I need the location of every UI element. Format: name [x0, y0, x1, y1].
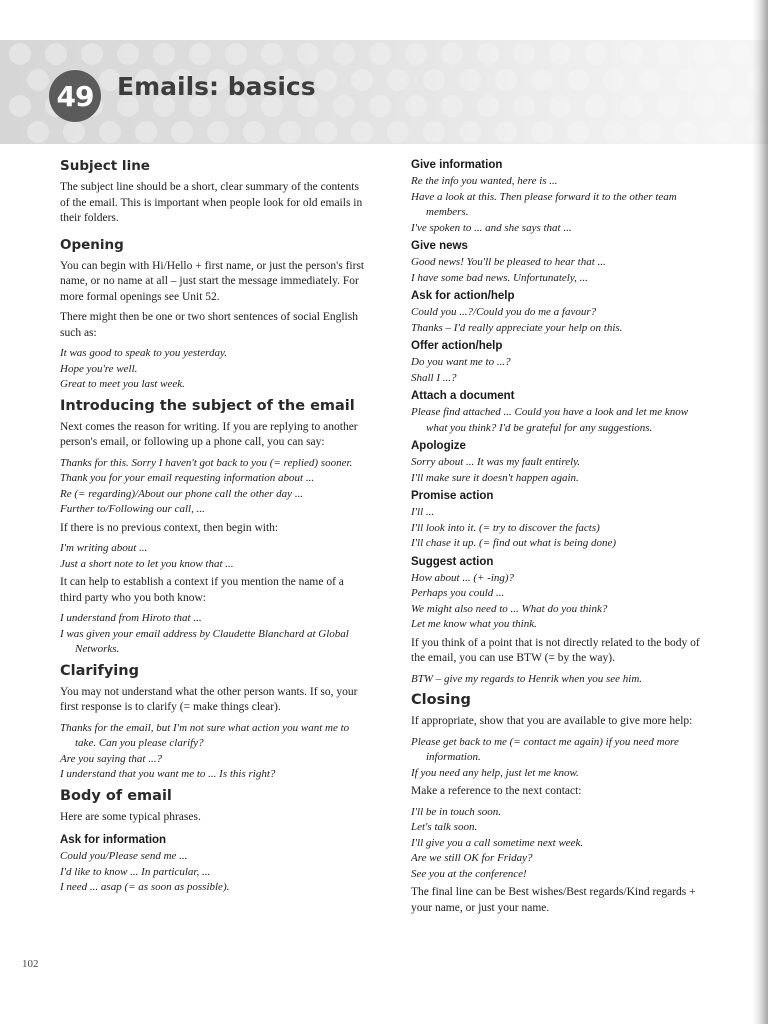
subheading: Ask for information [60, 834, 167, 846]
decorative-dot [567, 69, 589, 91]
example-phrase: I'm writing about ... [60, 542, 148, 554]
example-phrase: I'd like to know ... In particular, ... [60, 865, 211, 878]
decorative-dot [351, 69, 373, 91]
subheading: Offer action/help [411, 340, 503, 352]
decorative-dot [45, 43, 67, 65]
example-phrase: Are we still OK for Friday? [411, 852, 533, 864]
decorative-dot [315, 69, 337, 91]
decorative-dot [639, 121, 661, 143]
decorative-dot [351, 121, 373, 143]
example-phrase: Hope you're well. [60, 362, 138, 375]
decorative-dot [423, 69, 445, 91]
example-phrase: Please get back to me (= contact me again) if you need more information. [411, 735, 679, 763]
subheading: Attach a document [411, 390, 515, 402]
example-phrase: Please find attached ... Could you have a look and let me know what you think? I'd be grateful for any suggestions. [411, 406, 689, 434]
decorative-dot [603, 121, 625, 143]
example-phrase: Perhaps you could ... [411, 587, 505, 599]
example-phrase: I'll be in touch soon. [411, 805, 502, 818]
example-phrase: Thanks – I'd really appreciate your help on this. [411, 321, 623, 334]
example-phrase: I have some bad news. Unfortunately, ... [411, 271, 588, 284]
subheading: Promise action [411, 490, 494, 502]
example-phrase: Could you/Please send me ... [60, 850, 188, 862]
example-phrase: I've spoken to ... and she says that ... [411, 221, 572, 234]
example-phrase: Are you saying that ...? [60, 752, 162, 765]
decorative-dot [207, 121, 229, 143]
decorative-dot [729, 95, 751, 117]
example-phrase: Good news! You'll be pleased to hear that ... [411, 256, 606, 268]
decorative-dot [117, 43, 139, 65]
decorative-dot [27, 121, 49, 143]
section-heading: Opening [60, 236, 124, 253]
decorative-dot [675, 121, 697, 143]
decorative-dot [585, 95, 607, 117]
example-phrase: Could you ...?/Could you do me a favour? [411, 306, 597, 318]
body-paragraph: If there is no previous context, then begin with: [60, 521, 279, 534]
example-phrase: Re the info you wanted, here is ... [411, 175, 558, 187]
decorative-dot [405, 43, 427, 65]
example-phrase: I understand from Hiroto that ... [60, 612, 202, 624]
example-phrase: Thanks for the email, but I'm not sure what action you want me to take. Can you please clarify? [60, 721, 350, 749]
example-phrase: Thank you for your email requesting information about ... [60, 472, 315, 484]
section-heading: Body of email [60, 787, 172, 804]
decorative-dot [675, 69, 697, 91]
decorative-dot [729, 43, 751, 65]
decorative-dot [621, 43, 643, 65]
section-heading: Closing [411, 692, 471, 708]
decorative-dot [711, 121, 733, 143]
example-phrase: I was given your email address by Claudette Blanchard at Global Networks. [60, 627, 349, 655]
section-heading: Clarifying [60, 662, 139, 679]
decorative-dot [513, 43, 535, 65]
example-phrase: Let me know what you think. [411, 618, 537, 630]
decorative-dot [441, 43, 463, 65]
example-phrase: Further to/Following our call, ... [60, 503, 205, 515]
decorative-dot [297, 43, 319, 65]
example-phrase: Thanks for this. Sorry I haven't got back to you (= replied) sooner. [60, 456, 353, 469]
decorative-dot [639, 69, 661, 91]
decorative-dot [495, 69, 517, 91]
decorative-dot [189, 43, 211, 65]
example-phrase: I'll chase it up. (= find out what is being done) [411, 537, 617, 549]
example-phrase: I'll look into it. (= try to discover the facts) [411, 521, 600, 534]
decorative-dot [531, 69, 553, 91]
example-phrase: I'll make sure it doesn't happen again. [411, 471, 579, 484]
example-phrase: Sorry about ... It was my fault entirely. [411, 456, 581, 468]
example-phrase: Do you want me to ...? [411, 356, 511, 368]
decorative-dot [81, 43, 103, 65]
decorative-dot [657, 95, 679, 117]
example-phrase: We might also need to ... What do you think? [411, 602, 608, 615]
decorative-dot [477, 95, 499, 117]
body-paragraph: The final line can be Best wishes/Best regards/Kind regards + your name, or just your name. [411, 886, 696, 914]
body-paragraph: If you think of a point that is not directly related to the body of the email, you can use BTW (= by the way). [411, 636, 700, 664]
section-heading: Introducing the subject of the email [60, 397, 355, 414]
subheading: Suggest action [411, 555, 494, 568]
decorative-dot [63, 121, 85, 143]
example-phrase: How about ... (+ -ing)? [411, 571, 515, 584]
decorative-dot [9, 43, 31, 65]
page-number: 102 [22, 958, 39, 970]
subheading: Apologize [411, 440, 466, 452]
left-column [60, 158, 365, 896]
decorative-dot [315, 121, 337, 143]
example-phrase: It was good to speak to you yesterday. [60, 347, 228, 359]
decorative-dot [621, 95, 643, 117]
decorative-dot [243, 121, 265, 143]
example-phrase: I understand that you want me to ... Is this right? [60, 768, 276, 780]
decorative-dot [441, 95, 463, 117]
example-phrase: I need ... asap (= as soon as possible). [60, 881, 230, 893]
decorative-dot [405, 95, 427, 117]
decorative-dot [333, 95, 355, 117]
decorative-dot [279, 121, 301, 143]
decorative-dot [693, 43, 715, 65]
subheading: Ask for action/help [411, 290, 515, 302]
subheading: Give news [411, 240, 468, 252]
body-paragraph: The subject line should be a short, clear summary of the contents of the email. This is important when people look for old emails in their folders. [60, 181, 363, 224]
unit-title: Emails: basics [117, 72, 316, 101]
example-phrase: See you at the conference! [411, 867, 527, 880]
example-phrase: Shall I ...? [411, 371, 457, 384]
example-phrase: Re (= regarding)/About our phone call the other day ... [60, 487, 304, 500]
decorative-dot [567, 121, 589, 143]
decorative-dot [387, 121, 409, 143]
decorative-dot [495, 121, 517, 143]
example-phrase: Great to meet you last week. [60, 378, 185, 390]
decorative-dot [333, 43, 355, 65]
body-paragraph: There might then be one or two short sentences of social English such as: [60, 311, 358, 339]
decorative-dot [153, 43, 175, 65]
decorative-dot [459, 69, 481, 91]
decorative-dot [531, 121, 553, 143]
example-phrase: BTW – give my regards to Henrik when you see him. [411, 672, 643, 685]
body-paragraph: Make a reference to the next contact: [411, 785, 582, 797]
decorative-dot [711, 69, 733, 91]
decorative-dot [171, 121, 193, 143]
decorative-dot [477, 43, 499, 65]
decorative-dot [423, 121, 445, 143]
body-paragraph: Here are some typical phrases. [60, 810, 201, 823]
decorative-dot [549, 43, 571, 65]
example-phrase: Have a look at this. Then please forward it to the other team members. [411, 190, 677, 218]
decorative-dot [369, 95, 391, 117]
body-paragraph: You can begin with Hi/Hello + first name, or just the person's first name, or no name at all – just start the message immediately. For more formal openings see Unit 52. [60, 259, 365, 303]
body-paragraph: It can help to establish a context if you mention the name of a third party who you both know: [60, 576, 344, 604]
decorative-dot [603, 69, 625, 91]
body-paragraph: You may not understand what the other person wants. If so, your first response is to clarify (= make things clear). [60, 685, 358, 713]
example-phrase: I'll ... [411, 506, 435, 518]
header-band [0, 40, 768, 144]
dot-pattern-decoration [0, 40, 768, 144]
decorative-dot [387, 69, 409, 91]
decorative-dot [585, 43, 607, 65]
decorative-dot [261, 43, 283, 65]
unit-number-badge: 49 [49, 70, 101, 122]
decorative-dot [459, 121, 481, 143]
example-phrase: I'll give you a call sometime next week. [411, 836, 584, 849]
subheading: Give information [411, 159, 503, 171]
example-phrase: If you need any help, just let me know. [411, 766, 579, 779]
page-edge-shadow [752, 0, 768, 1024]
section-heading: Subject line [60, 158, 150, 174]
decorative-dot [513, 95, 535, 117]
right-column [411, 158, 711, 921]
example-phrase: Let's talk soon. [411, 821, 478, 833]
decorative-dot [27, 69, 49, 91]
example-phrase: Just a short note to let you know that ... [60, 557, 234, 570]
decorative-dot [369, 43, 391, 65]
decorative-dot [135, 121, 157, 143]
decorative-dot [225, 43, 247, 65]
decorative-dot [549, 95, 571, 117]
body-paragraph: Next comes the reason for writing. If you are replying to another person's email, or following up a phone call, you can say: [60, 420, 358, 448]
body-paragraph: If appropriate, show that you are available to give more help: [411, 715, 693, 727]
decorative-dot [693, 95, 715, 117]
decorative-dot [99, 121, 121, 143]
decorative-dot [9, 95, 31, 117]
decorative-dot [657, 43, 679, 65]
